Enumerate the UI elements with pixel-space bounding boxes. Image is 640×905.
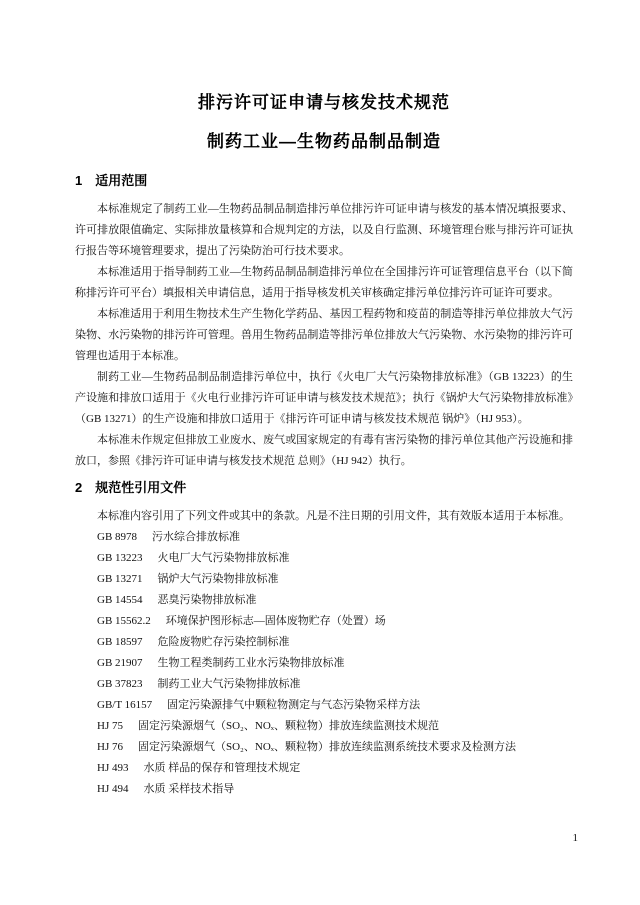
document-title-line-1: 排污许可证申请与核发技术规范 xyxy=(198,93,450,112)
reference-code: HJ 494 xyxy=(97,783,129,795)
reference-title: 固定污染源排气中颗粒物测定与气态污染物采样方法 xyxy=(167,699,421,711)
reference-code: HJ 493 xyxy=(97,762,129,774)
reference-code: GB 14554 xyxy=(97,594,143,606)
reference-item xyxy=(75,632,573,653)
reference-item xyxy=(75,695,573,716)
document-content xyxy=(75,0,573,800)
document-title-line-2: 制药工业—生物药品制品制造 xyxy=(207,132,441,151)
reference-code: GB 37823 xyxy=(97,678,143,690)
section-1-paragraph: 本标准规定了制药工业—生物药品制品制造排污单位排污许可证申请与核发的基本情况填报要求、许可排放限值确定、实际排放量核算和合规判定的方法，以及自行监测、环境管理台账与排污许可证执行报告等环境管理要求，提出了污染防治可行技术要求。 xyxy=(75,203,573,257)
reference-title: 水质 采样技术指导 xyxy=(143,783,235,795)
section-2-title: 规范性引用文件 xyxy=(95,480,187,495)
reference-item xyxy=(75,611,573,632)
reference-code: GB 21907 xyxy=(97,657,143,669)
reference-title: 火电厂大气污染物排放标准 xyxy=(157,552,290,564)
page-number: 1 xyxy=(572,832,578,844)
section-2-intro-paragraph: 本标准内容引用了下列文件或其中的条款。凡是不注日期的引用文件，其有效版本适用于本标准。 xyxy=(97,510,570,522)
reference-title: 污水综合排放标准 xyxy=(152,531,241,543)
reference-item xyxy=(75,674,573,695)
reference-item xyxy=(75,590,573,611)
reference-item xyxy=(75,716,573,737)
reference-item xyxy=(75,569,573,590)
section-1-paragraph: 本标准未作规定但排放工业废水、废气或国家规定的有毒有害污染物的排污单位其他产污设施和排放口，参照《排污许可证申请与核发技术规范 总则》（HJ 942）执行。 xyxy=(75,434,573,467)
reference-title: 危险废物贮存污染控制标准 xyxy=(157,636,290,648)
reference-item xyxy=(75,737,573,758)
section-1-paragraph: 本标准适用于指导制药工业—生物药品制品制造排污单位在全国排污许可证管理信息平台（以下简称排污许可平台）填报相关申请信息，适用于指导核发机关审核确定排污单位排污许可证许可要求。 xyxy=(75,266,573,299)
reference-title: 固定污染源烟气（SO₂、NOₓ、颗粒物）排放连续监测技术规范 xyxy=(137,720,439,732)
reference-code: HJ 76 xyxy=(97,741,123,753)
reference-item xyxy=(75,548,573,569)
reference-title: 锅炉大气污染物排放标准 xyxy=(157,573,279,585)
reference-code: GB/T 16157 xyxy=(97,699,153,711)
references-list xyxy=(75,527,573,800)
section-1-heading xyxy=(75,173,573,189)
reference-title: 水质 样品的保存和管理技术规定 xyxy=(143,762,301,774)
reference-code: GB 18597 xyxy=(97,636,143,648)
reference-code: GB 15562.2 xyxy=(97,615,151,627)
reference-title: 环境保护图形标志—固体废物贮存（处置）场 xyxy=(165,615,386,627)
reference-title: 固定污染源烟气（SO₂、NOₓ、颗粒物）排放连续监测系统技术要求及检测方法 xyxy=(137,741,516,753)
reference-item xyxy=(75,653,573,674)
section-1-number: 1 xyxy=(75,173,83,188)
reference-title: 制药工业大气污染物排放标准 xyxy=(157,678,301,690)
reference-title: 恶臭污染物排放标准 xyxy=(157,594,257,606)
reference-item xyxy=(75,758,573,779)
reference-code: HJ 75 xyxy=(97,720,123,732)
section-1-paragraph: 本标准适用于利用生物技术生产生物化学药品、基因工程药物和疫苗的制造等排污单位排放大气污染物、水污染物的排污许可管理。兽用生物药品制造等排污单位排放大气污染物、水污染物的排污许可管理也适用于本标准。 xyxy=(75,308,573,362)
section-1-paragraph: 制药工业—生物药品制品制造排污单位中，执行《火电厂大气污染物排放标准》（GB 13223）的生产设施和排放口适用于《火电行业排污许可证申请与核发技术规范》；执行《锅炉大气污染物排放标准》（GB 13271）的生产设施和排放口适用于《排污许可证申请与核发技术规范 锅炉》（HJ 953）。 xyxy=(75,371,573,425)
reference-code: GB 13223 xyxy=(97,552,143,564)
section-2-heading xyxy=(75,480,573,496)
reference-item xyxy=(75,779,573,800)
section-1-title: 适用范围 xyxy=(95,173,148,188)
reference-code: GB 8978 xyxy=(97,531,138,543)
reference-item xyxy=(75,527,573,548)
section-2-number: 2 xyxy=(75,480,83,495)
reference-code: GB 13271 xyxy=(97,573,143,585)
reference-title: 生物工程类制药工业水污染物排放标准 xyxy=(157,657,345,669)
